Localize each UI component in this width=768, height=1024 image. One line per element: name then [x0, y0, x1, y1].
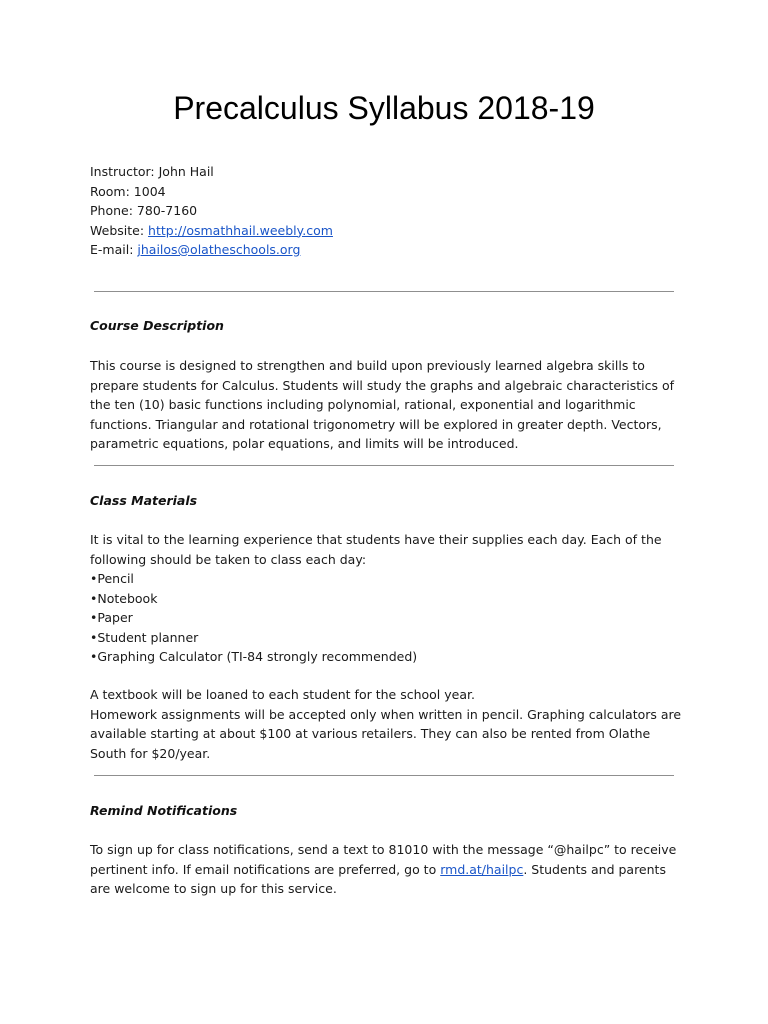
- remind-notifications-text: [90, 840, 690, 899]
- class-materials-intro-line: It is vital to the learning experience that students have their supplies each day. Each of the: [90, 532, 662, 547]
- website-label: Website:: [90, 222, 145, 238]
- course-description-line: parametric equations, polar equations, and limits will be introduced.: [90, 436, 519, 451]
- class-materials-heading: Class Materials: [90, 493, 198, 508]
- email-row: [90, 240, 333, 260]
- class-materials-note-line: A textbook will be loaned to each student for the school year.: [90, 687, 475, 702]
- class-materials-intro: [90, 530, 690, 569]
- remind-line: [90, 860, 690, 880]
- email-label: E-mail:: [90, 242, 134, 257]
- instructor-info: [90, 162, 333, 260]
- website-link[interactable]: http://osmathhail.weebly.com: [148, 222, 333, 238]
- divider: [94, 465, 674, 466]
- room-row: [90, 182, 333, 202]
- list-item: •Student planner: [90, 629, 199, 645]
- instructor-label: Instructor:: [90, 164, 155, 179]
- phone-value: 780-7160: [136, 203, 198, 218]
- phone-label: Phone:: [90, 203, 133, 218]
- instructor-value: John Hail: [158, 164, 214, 179]
- list-item: •Pencil: [90, 571, 134, 586]
- class-materials-notes: [90, 685, 690, 763]
- list-item: •Graphing Calculator (TI-84 strongly recommended): [90, 649, 418, 664]
- website-row: [90, 221, 333, 241]
- phone-row: [90, 201, 333, 221]
- list-item: •Paper: [90, 610, 133, 625]
- class-materials-note-line: available starting at about $100 at various retailers. They can also be rented from Olathe: [90, 726, 651, 741]
- course-description-heading: Course Description: [90, 318, 224, 333]
- class-materials-note-line: South for $20/year.: [90, 745, 211, 761]
- course-description-line: functions. Triangular and rotational trigonometry will be explored in greater depth. Vectors,: [90, 416, 662, 432]
- course-description-text: [90, 356, 690, 454]
- remind-line: To sign up for class notifications, send a text to 81010 with the message “@hailpc” to receive: [90, 842, 677, 857]
- remind-line-text: pertinent info. If email notifications are preferred, go to: [90, 861, 441, 877]
- room-label: Room:: [90, 183, 130, 199]
- list-item: •Notebook: [90, 590, 158, 606]
- room-value: 1004: [133, 183, 166, 199]
- materials-list: [90, 569, 417, 667]
- remind-line: are welcome to sign up for this service.: [90, 881, 337, 896]
- divider: [94, 775, 674, 776]
- instructor-row: [90, 162, 333, 182]
- course-description-line: prepare students for Calculus. Students will study the graphs and algebraic characteristics of: [90, 377, 674, 393]
- class-materials-intro-line: following should be taken to class each day:: [90, 551, 367, 567]
- remind-line-text: . Students and parents: [523, 861, 666, 877]
- remind-link[interactable]: rmd.at/hailpc: [440, 861, 524, 877]
- remind-notifications-heading: Remind Notifications: [90, 803, 238, 818]
- course-description-line: This course is designed to strengthen and build upon previously learned algebra skills to: [90, 358, 645, 373]
- page-title: Precalculus Syllabus 2018-19: [173, 90, 595, 126]
- divider: [94, 291, 674, 292]
- class-materials-note-line: Homework assignments will be accepted only when written in pencil. Graphing calculators are: [90, 706, 682, 722]
- email-link[interactable]: jhailos@olatheschools.org: [137, 242, 301, 257]
- course-description-line: the ten (10) basic functions including polynomial, rational, exponential and logarithmic: [90, 397, 636, 412]
